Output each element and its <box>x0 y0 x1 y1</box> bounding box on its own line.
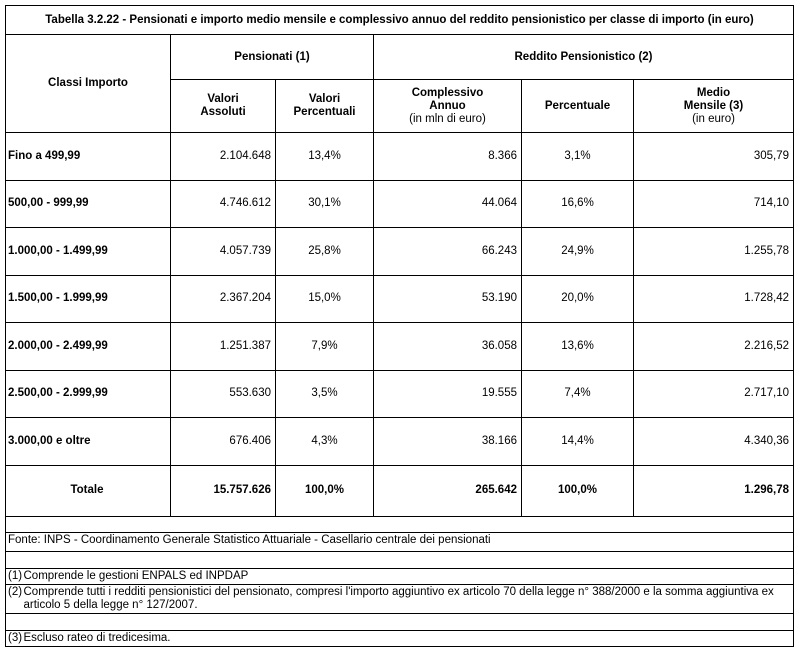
cell-classe: 1.000,00 - 1.499,99 <box>6 228 171 276</box>
note-text: Comprende tutti i redditi pensionistici del pensionato, compresi l'importo aggiuntivo ex articolo 70 della legge n° 388/2000 e la somma aggiuntiva ex articolo 5 della legge n° 127/2007. <box>22 584 794 613</box>
cell-medio: 4.340,36 <box>634 418 794 466</box>
cell-classe: 500,00 - 999,99 <box>6 180 171 228</box>
cell-assoluti: 4.057.739 <box>171 228 276 276</box>
total-row <box>6 465 794 516</box>
cell-percentuali: 15,0% <box>276 275 374 323</box>
cell-percentuale: 13,6% <box>522 323 634 371</box>
header-valori-percentuali <box>276 80 374 133</box>
cell-percentuale: 20,0% <box>522 275 634 323</box>
header-text: Valori <box>207 93 239 105</box>
note-number: (2) <box>6 584 22 613</box>
cell-medio: 2.216,52 <box>634 323 794 371</box>
statistical-table-document <box>5 5 793 647</box>
cell-classe: 2.000,00 - 2.499,99 <box>6 323 171 371</box>
note-text: Comprende le gestioni ENPALS ed INPDAP <box>22 568 794 584</box>
header-complessivo-annuo <box>374 80 522 133</box>
cell-percentuale: 24,9% <box>522 228 634 276</box>
cell-medio: 305,79 <box>634 133 794 181</box>
cell-totale-complessivo: 265.642 <box>374 465 522 516</box>
cell-totale-label: Totale <box>6 465 171 516</box>
notes-table <box>5 516 794 647</box>
source-note: Fonte: INPS - Coordinamento Generale Statistico Attuariale - Casellario centrale dei pensionati <box>6 532 794 551</box>
table-row <box>6 133 794 181</box>
header-classi-importo: Classi Importo <box>6 35 171 133</box>
cell-complessivo: 36.058 <box>374 323 522 371</box>
table-row <box>6 418 794 466</box>
pension-table <box>5 5 794 517</box>
header-medio-mensile <box>634 80 794 133</box>
header-text: Medio <box>696 86 731 99</box>
table-row <box>6 228 794 276</box>
cell-classe: 2.500,00 - 2.999,99 <box>6 370 171 418</box>
cell-percentuale: 3,1% <box>522 133 634 181</box>
cell-percentuali: 3,5% <box>276 370 374 418</box>
cell-percentuale: 14,4% <box>522 418 634 466</box>
cell-totale-assoluti: 15.757.626 <box>171 465 276 516</box>
cell-medio: 714,10 <box>634 180 794 228</box>
cell-medio: 2.717,10 <box>634 370 794 418</box>
cell-classe: 3.000,00 e oltre <box>6 418 171 466</box>
header-text: Assoluti <box>200 106 246 118</box>
cell-medio: 1.728,42 <box>634 275 794 323</box>
table-row <box>6 370 794 418</box>
header-reddito-pensionistico: Reddito Pensionistico (2) <box>374 35 794 80</box>
cell-complessivo: 44.064 <box>374 180 522 228</box>
cell-percentuali: 13,4% <box>276 133 374 181</box>
cell-classe: 1.500,00 - 1.999,99 <box>6 275 171 323</box>
cell-assoluti: 4.746.612 <box>171 180 276 228</box>
table-row <box>6 323 794 371</box>
spacer <box>6 516 794 533</box>
cell-totale-medio: 1.296,78 <box>634 465 794 516</box>
cell-percentuali: 30,1% <box>276 180 374 228</box>
cell-complessivo: 19.555 <box>374 370 522 418</box>
table-row <box>6 180 794 228</box>
cell-assoluti: 676.406 <box>171 418 276 466</box>
table-row <box>6 275 794 323</box>
header-text: Percentuali <box>293 106 356 118</box>
cell-assoluti: 553.630 <box>171 370 276 418</box>
table-title: Tabella 3.2.22 - Pensionati e importo medio mensile e complessivo annuo del reddito pensionistico per classe di importo (in euro) <box>6 6 794 35</box>
spacer <box>6 551 794 568</box>
spacer <box>6 613 794 630</box>
cell-percentuali: 7,9% <box>276 323 374 371</box>
note-number: (1) <box>6 568 22 584</box>
header-text: Mensile (3) <box>683 99 744 112</box>
header-percentuale: Percentuale <box>522 80 634 133</box>
cell-medio: 1.255,78 <box>634 228 794 276</box>
header-pensionati: Pensionati (1) <box>171 35 374 80</box>
cell-percentuali: 25,8% <box>276 228 374 276</box>
header-text: Valori <box>308 93 341 105</box>
cell-complessivo: 8.366 <box>374 133 522 181</box>
cell-complessivo: 66.243 <box>374 228 522 276</box>
cell-assoluti: 2.367.204 <box>171 275 276 323</box>
header-subtext: (in euro) <box>692 112 735 125</box>
cell-percentuale: 16,6% <box>522 180 634 228</box>
cell-totale-percentuale: 100,0% <box>522 465 634 516</box>
cell-assoluti: 1.251.387 <box>171 323 276 371</box>
header-text: Annuo <box>429 99 466 112</box>
header-subtext: (in mln di euro) <box>409 112 486 125</box>
cell-totale-percentuali: 100,0% <box>276 465 374 516</box>
header-valori-assoluti <box>171 80 276 133</box>
cell-complessivo: 53.190 <box>374 275 522 323</box>
note-number: (3) <box>6 630 22 646</box>
note-text: Escluso rateo di tredicesima. <box>22 630 794 646</box>
header-text: Complessivo <box>411 86 484 99</box>
cell-assoluti: 2.104.648 <box>171 133 276 181</box>
cell-complessivo: 38.166 <box>374 418 522 466</box>
cell-percentuali: 4,3% <box>276 418 374 466</box>
cell-percentuale: 7,4% <box>522 370 634 418</box>
cell-classe: Fino a 499,99 <box>6 133 171 181</box>
